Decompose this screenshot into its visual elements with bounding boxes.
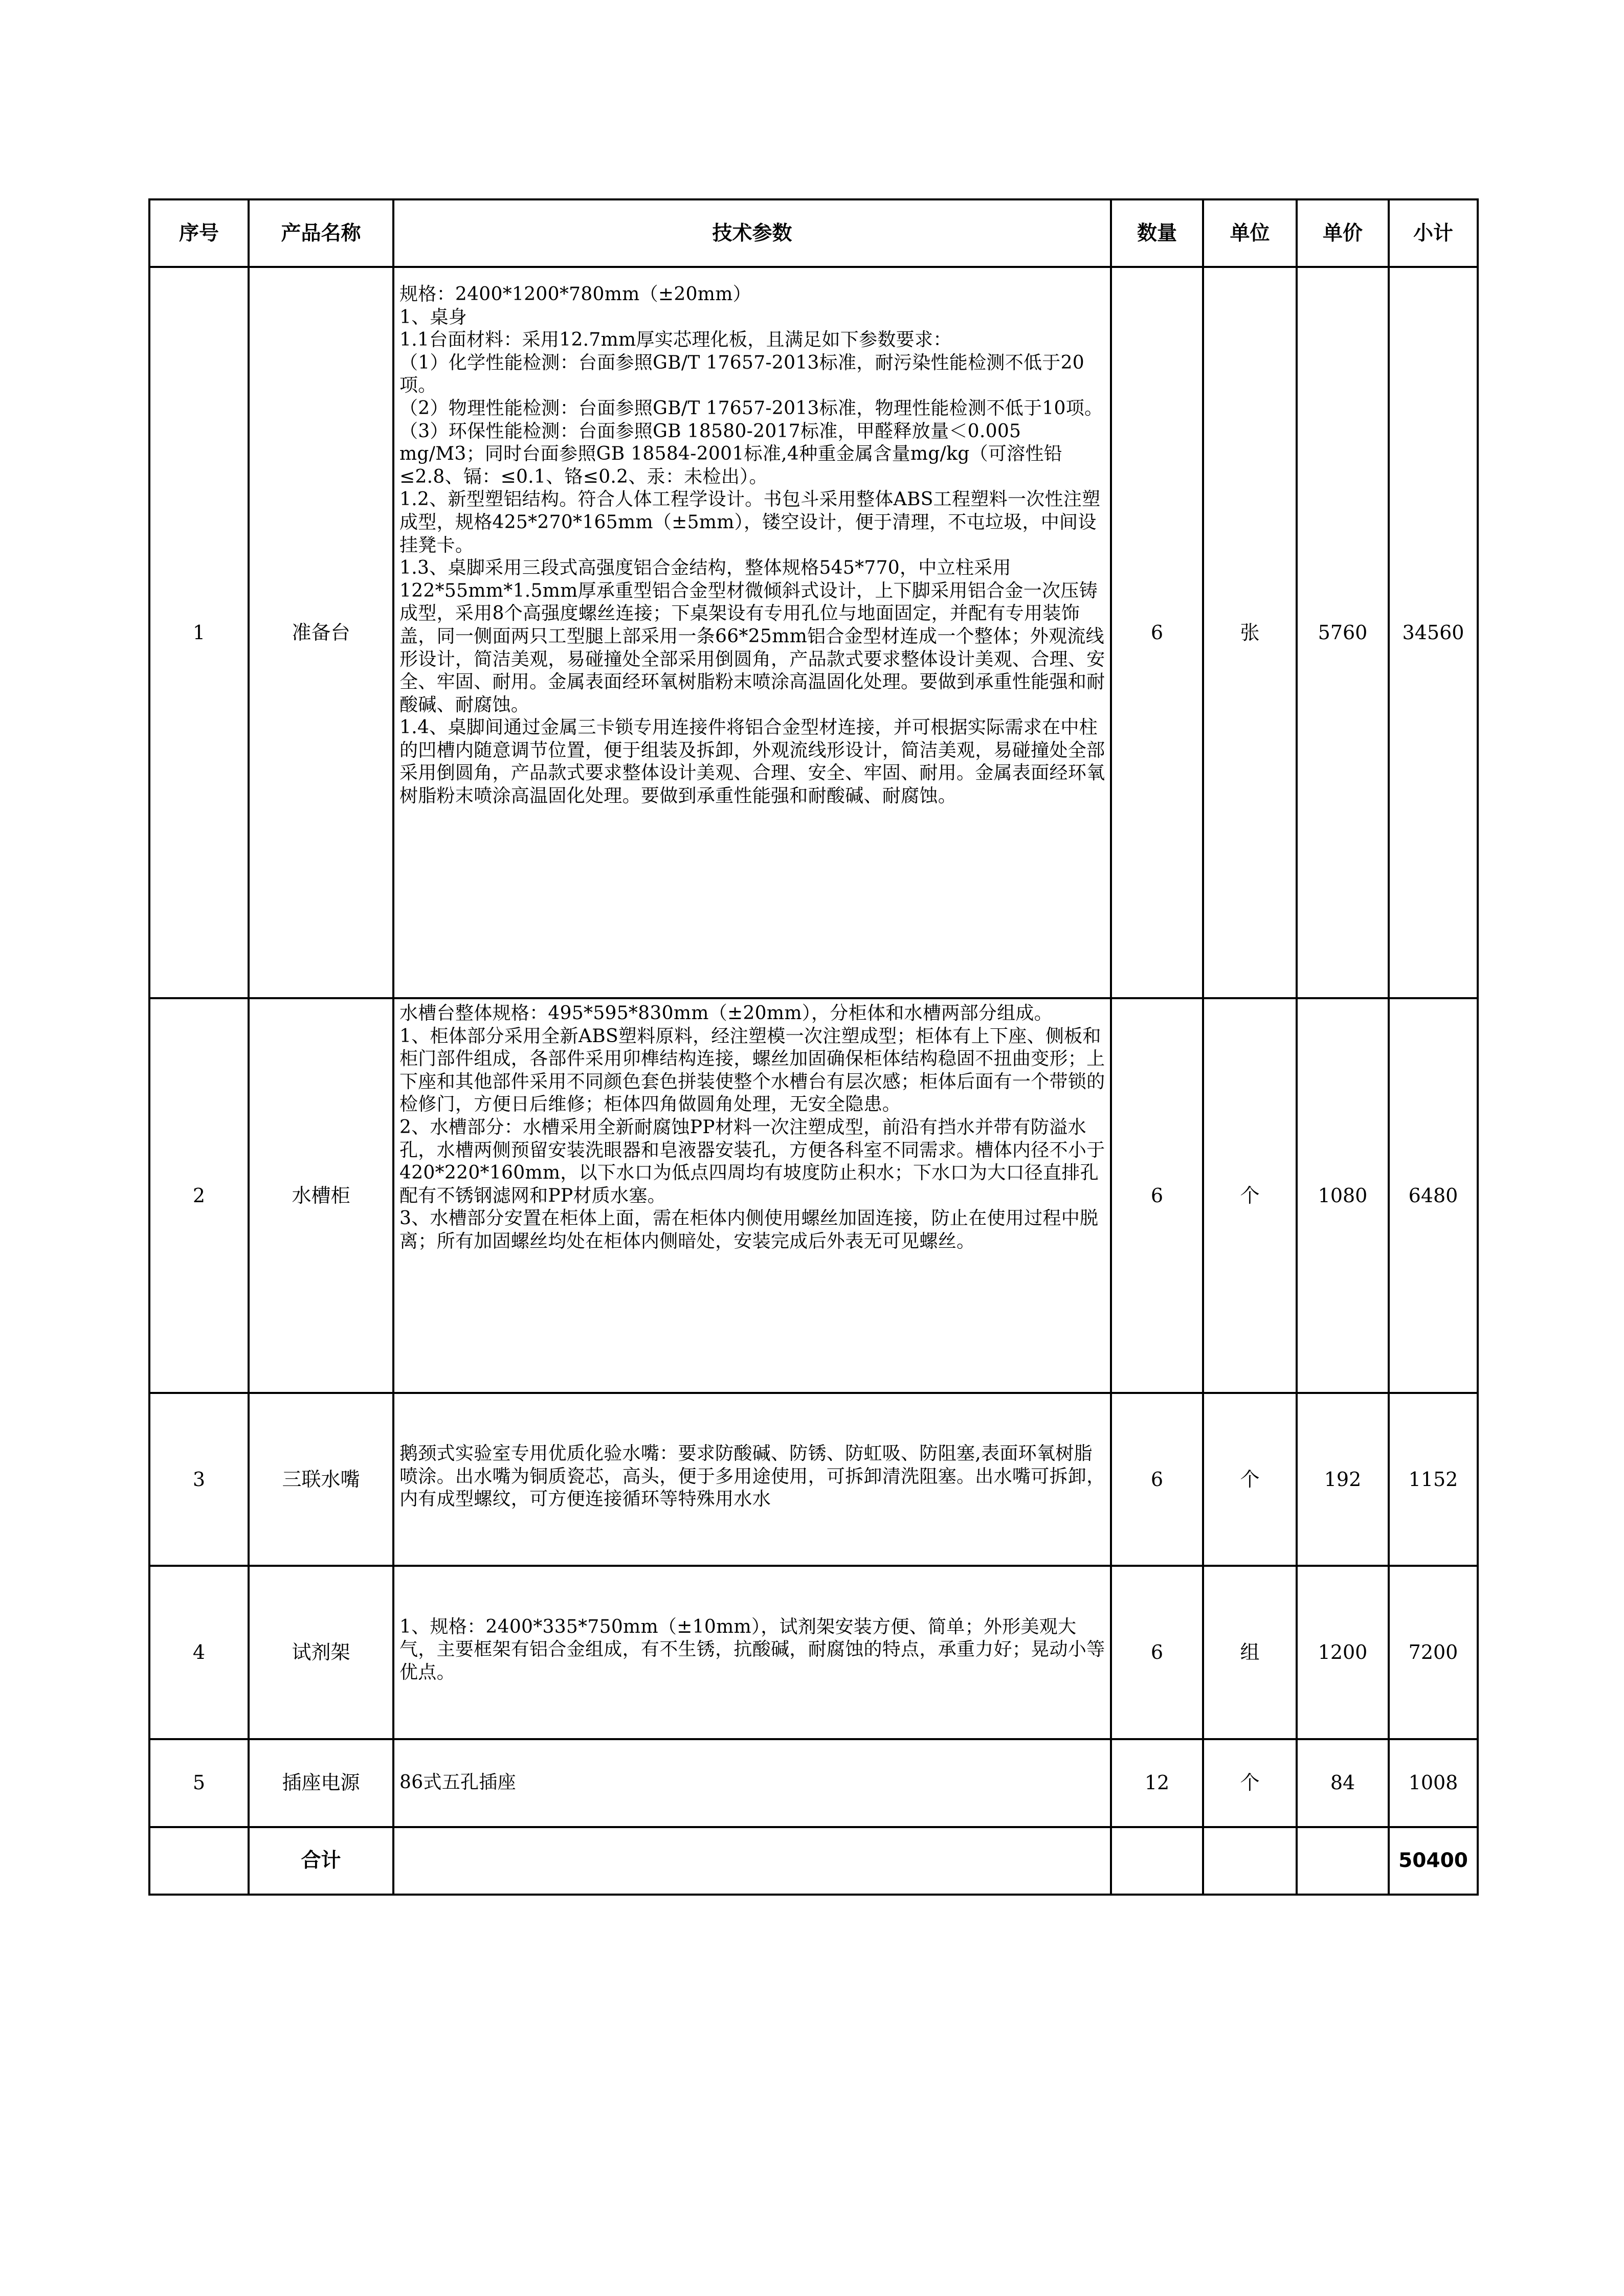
total-label: 合计 xyxy=(249,1827,393,1895)
cell-name: 试剂架 xyxy=(249,1566,393,1739)
cell-price: 5760 xyxy=(1297,267,1389,998)
header-unit: 单位 xyxy=(1203,199,1297,267)
cell-no: 3 xyxy=(149,1393,249,1566)
cell-qty: 6 xyxy=(1111,1566,1203,1739)
cell-unit: 个 xyxy=(1203,1739,1297,1827)
cell-name: 准备台 xyxy=(249,267,393,998)
header-qty: 数量 xyxy=(1111,199,1203,267)
table-row xyxy=(149,1566,1478,1739)
cell-price: 84 xyxy=(1297,1739,1389,1827)
total-empty-cell xyxy=(1111,1827,1203,1895)
cell-subtotal: 6480 xyxy=(1389,998,1478,1393)
cell-price: 192 xyxy=(1297,1393,1389,1566)
header-row xyxy=(149,199,1478,267)
cell-subtotal: 1152 xyxy=(1389,1393,1478,1566)
cell-no: 4 xyxy=(149,1566,249,1739)
header-params: 技术参数 xyxy=(393,199,1111,267)
cell-unit: 张 xyxy=(1203,267,1297,998)
header-subtotal: 小计 xyxy=(1389,199,1478,267)
total-empty-cell xyxy=(1297,1827,1389,1895)
cell-qty: 6 xyxy=(1111,998,1203,1393)
cell-no: 1 xyxy=(149,267,249,998)
table-row xyxy=(149,1393,1478,1566)
table-row xyxy=(149,998,1478,1393)
product-spec-table xyxy=(148,198,1479,1896)
cell-subtotal: 1008 xyxy=(1389,1739,1478,1827)
total-value: 50400 xyxy=(1389,1827,1478,1895)
cell-qty: 6 xyxy=(1111,267,1203,998)
cell-subtotal: 34560 xyxy=(1389,267,1478,998)
cell-unit: 组 xyxy=(1203,1566,1297,1739)
total-row xyxy=(149,1827,1478,1895)
cell-no: 2 xyxy=(149,998,249,1393)
cell-params: 规格：2400*1200*780mm（±20mm） 1、桌身 1.1台面材料：采用12.7mm厚实芯理化板，且满足如下参数要求： （1）化学性能检测：台面参照GB/T 17657-2013标准，耐污染性能检测不低于20项。 （2）物理性能检测：台面参照GB/T 17657-2013标准，物理性能检测不低于10项。 （3）环保性能检测：台面参照GB 18580-2017标准，甲醛释放量＜0.005 mg/M3；同时台面参照GB 18584-2001标准,4种重金属含量mg/kg（可溶性铅≤2.8、镉：≤0.1、铬≤0.2、汞：未检出）。 1.2、新型塑铝结构。符合人体工程学设计。书包斗采用整体ABS工程塑料一次性注塑成型，规格425*270*165mm（±5mm），镂空设计，便于清理，不屯垃圾，中间设挂凳卡。 1.3、桌脚采用三段式高强度铝合金结构，整体规格545*770，中立柱采用122*55mm*1.5mm厚承重型铝合金型材微倾斜式设计，上下脚采用铝合金一次压铸成型，采用8个高强度螺丝连接；下桌架设有专用孔位与地面固定，并配有专用装饰盖，同一侧面两只工型腿上部采用一条66*25mm铝合金型材连成一个整体；外观流线形设计，简洁美观，易碰撞处全部采用倒圆角，产品款式要求整体设计美观、合理、安全、牢固、耐用。金属表面经环氧树脂粉末喷涂高温固化处理。要做到承重性能强和耐酸碱、耐腐蚀。 1.4、桌脚间通过金属三卡锁专用连接件将铝合金型材连接，并可根据实际需求在中柱的凹槽内随意调节位置，便于组装及拆卸，外观流线形设计，简洁美观，易碰撞处全部采用倒圆角，产品款式要求整体设计美观、合理、安全、牢固、耐用。金属表面经环氧树脂粉末喷涂高温固化处理。要做到承重性能强和耐酸碱、耐腐蚀。 xyxy=(393,267,1111,998)
cell-unit: 个 xyxy=(1203,1393,1297,1566)
cell-params-text: 鹅颈式实验室专用优质化验水嘴：要求防酸碱、防锈、防虹吸、防阻塞,表面环氧树脂喷涂。出水嘴为铜质瓷芯，高头，便于多用途使用，可拆卸清洗阻塞。出水嘴可拆卸，内有成型螺纹，可方便连接循环等特殊用水水 xyxy=(399,1443,1105,1510)
header-no: 序号 xyxy=(149,199,249,267)
cell-name: 水槽柜 xyxy=(249,998,393,1393)
total-empty-cell xyxy=(393,1827,1111,1895)
table-row xyxy=(149,1739,1478,1827)
cell-no: 5 xyxy=(149,1739,249,1827)
cell-name: 插座电源 xyxy=(249,1739,393,1827)
cell-params xyxy=(393,1393,1111,1566)
cell-qty: 6 xyxy=(1111,1393,1203,1566)
cell-params-text: 1、规格：2400*335*750mm（±10mm），试剂架安装方便、简单；外形美观大气，主要框架有铝合金组成，有不生锈，抗酸碱，耐腐蚀的特点，承重力好；晃动小等优点。 xyxy=(399,1616,1105,1683)
header-name: 产品名称 xyxy=(249,199,393,267)
cell-price: 1080 xyxy=(1297,998,1389,1393)
cell-params xyxy=(393,1566,1111,1739)
cell-params: 水槽台整体规格：495*595*830mm（±20mm），分柜体和水槽两部分组成。 1、柜体部分采用全新ABS塑料原料，经注塑模一次注塑成型；柜体有上下座、侧板和柜门部件组成，各部件采用卯榫结构连接，螺丝加固确保柜体结构稳固不扭曲变形；上下座和其他部件采用不同颜色套色拼装使整个水槽台有层次感；柜体后面有一个带锁的检修门，方便日后维修；柜体四角做圆角处理，无安全隐患。 2、水槽部分：水槽采用全新耐腐蚀PP材料一次注塑成型，前沿有挡水并带有防溢水孔，水槽两侧预留安装洗眼器和皂液器安装孔，方便各科室不同需求。槽体内径不小于420*220*160mm，以下水口为低点四周均有坡度防止积水；下水口为大口径直排孔配有不锈钢滤网和PP材质水塞。 3、水槽部分安置在柜体上面，需在柜体内侧使用螺丝加固连接，防止在使用过程中脱离；所有加固螺丝均处在柜体内侧暗处，安装完成后外表无可见螺丝。 xyxy=(393,998,1111,1393)
cell-subtotal: 7200 xyxy=(1389,1566,1478,1739)
cell-qty: 12 xyxy=(1111,1739,1203,1827)
cell-params: 86式五孔插座 xyxy=(393,1739,1111,1827)
header-price: 单价 xyxy=(1297,199,1389,267)
total-empty-cell xyxy=(1203,1827,1297,1895)
cell-unit: 个 xyxy=(1203,998,1297,1393)
cell-price: 1200 xyxy=(1297,1566,1389,1739)
total-empty-cell xyxy=(149,1827,249,1895)
table-row xyxy=(149,267,1478,998)
cell-name: 三联水嘴 xyxy=(249,1393,393,1566)
